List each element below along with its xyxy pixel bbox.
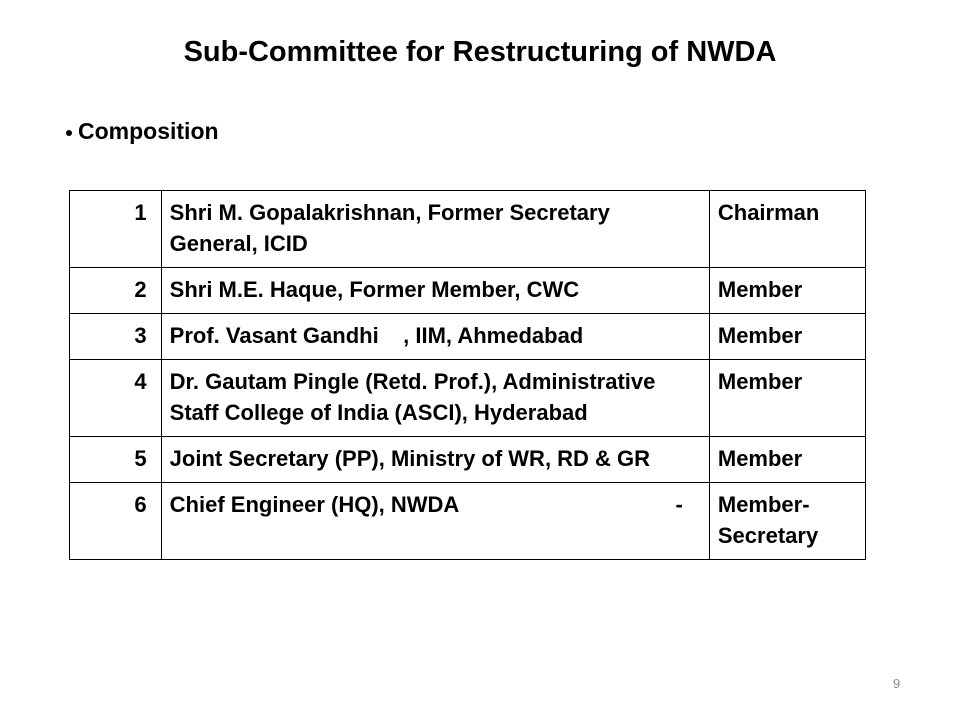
member-name: Shri M.E. Haque, Former Member, CWC — [161, 268, 709, 314]
member-role: Member — [709, 268, 865, 314]
member-name: Shri M. Gopalakrishnan, Former Secretary General, ICID — [161, 191, 709, 268]
page-number: 9 — [893, 676, 901, 691]
member-name-cell — [161, 483, 709, 560]
member-number: 5 — [70, 437, 162, 483]
member-role: Member-Secretary — [709, 483, 865, 560]
member-name: Joint Secretary (PP), Ministry of WR, RD & GR — [161, 437, 709, 483]
table-row — [70, 268, 866, 314]
member-number: 2 — [70, 268, 162, 314]
bullet-text: Composition — [78, 118, 219, 144]
bullet-composition — [66, 118, 219, 145]
bullet-dot-icon — [66, 130, 72, 136]
member-role: Chairman — [709, 191, 865, 268]
member-number: 3 — [70, 314, 162, 360]
member-name: Prof. Vasant Gandhi , IIM, Ahmedabad — [161, 314, 709, 360]
member-name-suffix: - — [675, 492, 683, 517]
table-row — [70, 483, 866, 560]
member-number: 1 — [70, 191, 162, 268]
member-role: Member — [709, 360, 865, 437]
table-row — [70, 360, 866, 437]
member-name: Chief Engineer (HQ), NWDA — [169, 492, 460, 517]
member-name: Dr. Gautam Pingle (Retd. Prof.), Administrative Staff College of India (ASCI), Hyderabad — [161, 360, 709, 437]
member-role: Member — [709, 314, 865, 360]
slide-title: Sub-Committee for Restructuring of NWDA — [183, 36, 777, 68]
member-number: 6 — [70, 483, 162, 560]
table-row — [70, 191, 866, 268]
composition-table — [69, 190, 866, 560]
table-row — [70, 437, 866, 483]
member-number: 4 — [70, 360, 162, 437]
member-role: Member — [709, 437, 865, 483]
table-row — [70, 314, 866, 360]
